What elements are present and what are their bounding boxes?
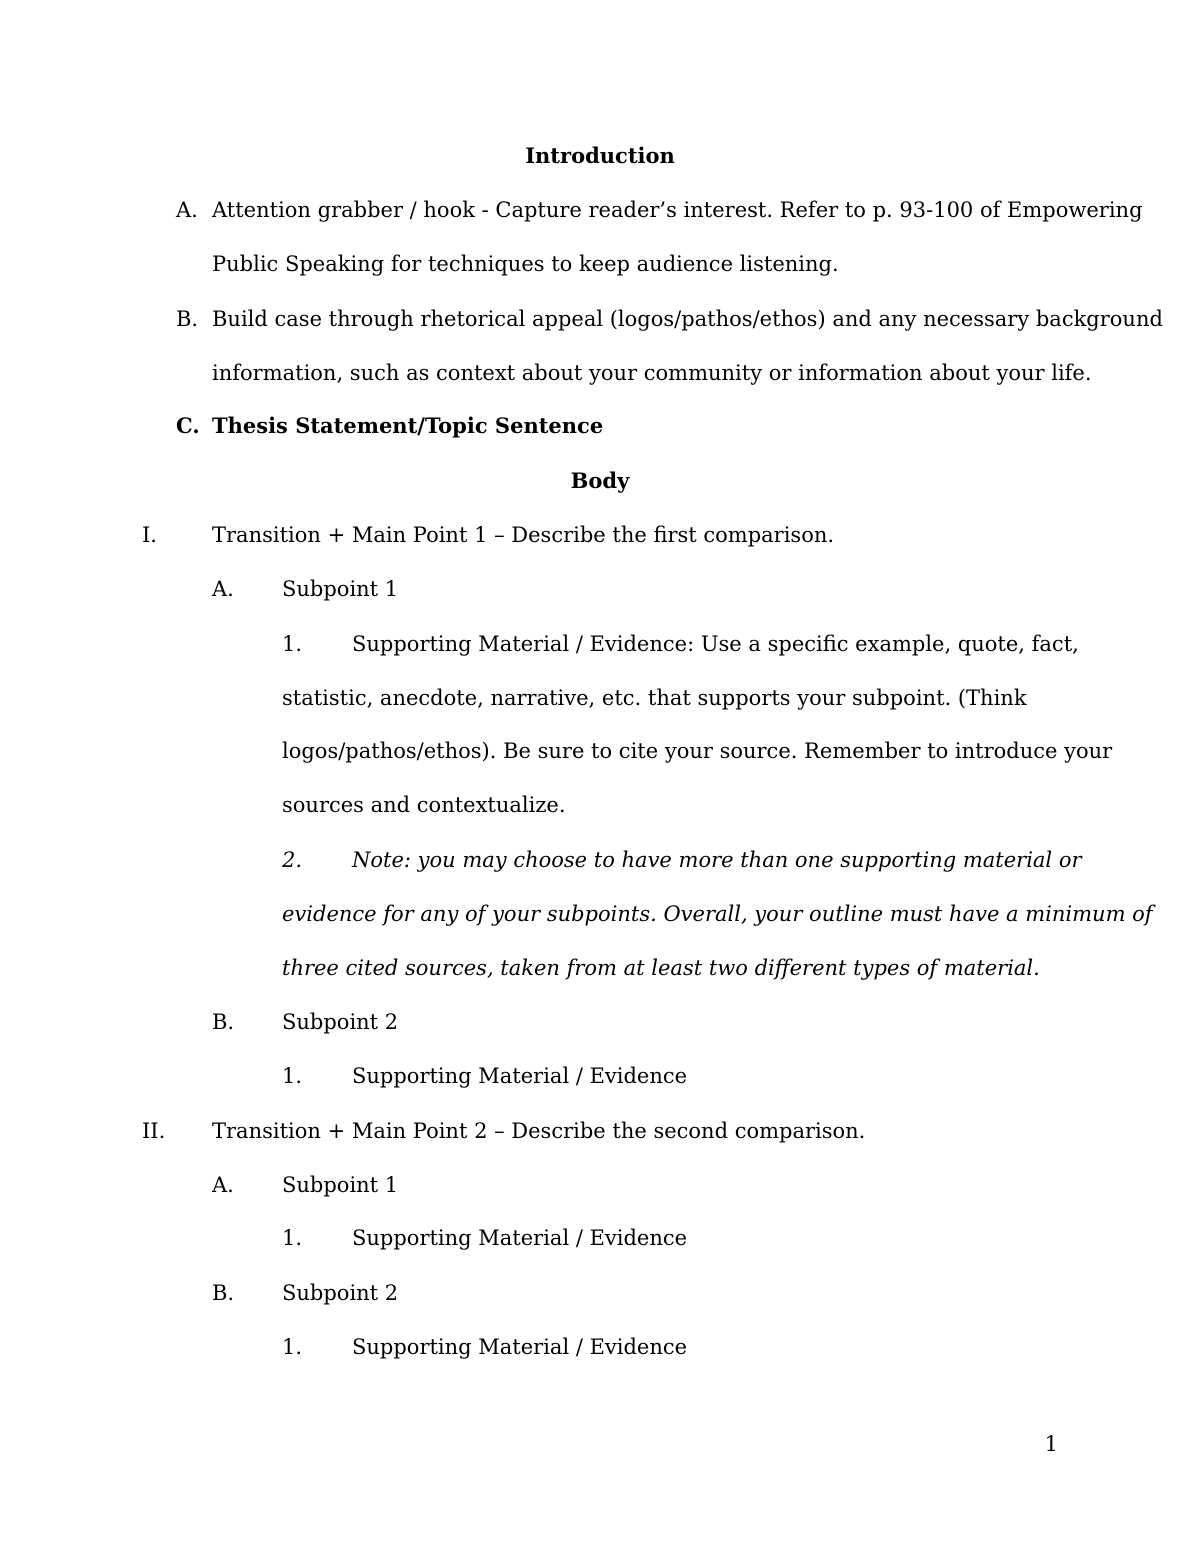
mp2-subpoint-b-text: Subpoint 2 xyxy=(282,1281,399,1305)
mp2-sa-item-1-marker: 1. xyxy=(282,1226,303,1250)
intro-b-marker: B. xyxy=(176,307,199,331)
mp1-sa-item-1-line-3: logos/pathos/ethos). Be sure to cite your source. Remember to introduce your xyxy=(282,739,1113,763)
mp2-subpoint-a-marker: A. xyxy=(212,1173,234,1197)
main-point-2-marker: II. xyxy=(142,1119,166,1143)
mp1-sb-item-1-text: Supporting Material / Evidence xyxy=(352,1064,688,1088)
mp2-sb-item-1-text: Supporting Material / Evidence xyxy=(352,1335,688,1359)
mp1-subpoint-b-marker: B. xyxy=(212,1010,235,1034)
mp1-subpoint-a-text: Subpoint 1 xyxy=(282,577,399,601)
intro-a-line-1: Attention grabber / hook - Capture reader’s interest. Refer to p. 93-100 of Empowering xyxy=(212,198,1143,222)
mp1-subpoint-b-text: Subpoint 2 xyxy=(282,1010,399,1034)
introduction-heading: Introduction xyxy=(525,143,675,168)
body-heading: Body xyxy=(570,468,630,493)
intro-a-marker: A. xyxy=(176,198,198,222)
mp1-sa-item-1-line-1: Supporting Material / Evidence: Use a specific example, quote, fact, xyxy=(352,632,1079,656)
intro-b-line-1: Build case through rhetorical appeal (logos/pathos/ethos) and any necessary background xyxy=(212,307,1163,331)
main-point-1-marker: I. xyxy=(142,523,157,547)
intro-b-line-2: information, such as context about your community or information about your life. xyxy=(212,361,1092,385)
mp1-sa-item-2-line-3: three cited sources, taken from at least two different types of material. xyxy=(282,956,1040,980)
mp1-sa-item-2-line-2: evidence for any of your subpoints. Overall, your outline must have a minimum of xyxy=(282,902,1153,926)
mp1-sb-item-1-marker: 1. xyxy=(282,1064,303,1088)
main-point-2-text: Transition + Main Point 2 – Describe the second comparison. xyxy=(212,1119,866,1143)
mp1-sa-item-2-line-1: Note: you may choose to have more than one supporting material or xyxy=(352,848,1082,872)
mp1-sa-item-1-line-2: statistic, anecdote, narrative, etc. that supports your subpoint. (Think xyxy=(282,686,1027,710)
mp1-sa-item-2-marker: 2. xyxy=(282,848,303,872)
intro-a-line-2: Public Speaking for techniques to keep audience listening. xyxy=(212,252,839,276)
page-number: 1 xyxy=(1044,1432,1058,1456)
mp1-sa-item-1-marker: 1. xyxy=(282,632,303,656)
mp2-sa-item-1-text: Supporting Material / Evidence xyxy=(352,1226,688,1250)
mp2-subpoint-a-text: Subpoint 1 xyxy=(282,1173,399,1197)
intro-c-marker: C. xyxy=(176,413,200,438)
mp2-subpoint-b-marker: B. xyxy=(212,1281,235,1305)
thesis-statement: Thesis Statement/Topic Sentence xyxy=(212,413,604,438)
mp1-sa-item-1-line-4: sources and contextualize. xyxy=(282,793,566,817)
mp2-sb-item-1-marker: 1. xyxy=(282,1335,303,1359)
mp1-subpoint-a-marker: A. xyxy=(212,577,234,601)
main-point-1-text: Transition + Main Point 1 – Describe the first comparison. xyxy=(212,523,835,547)
